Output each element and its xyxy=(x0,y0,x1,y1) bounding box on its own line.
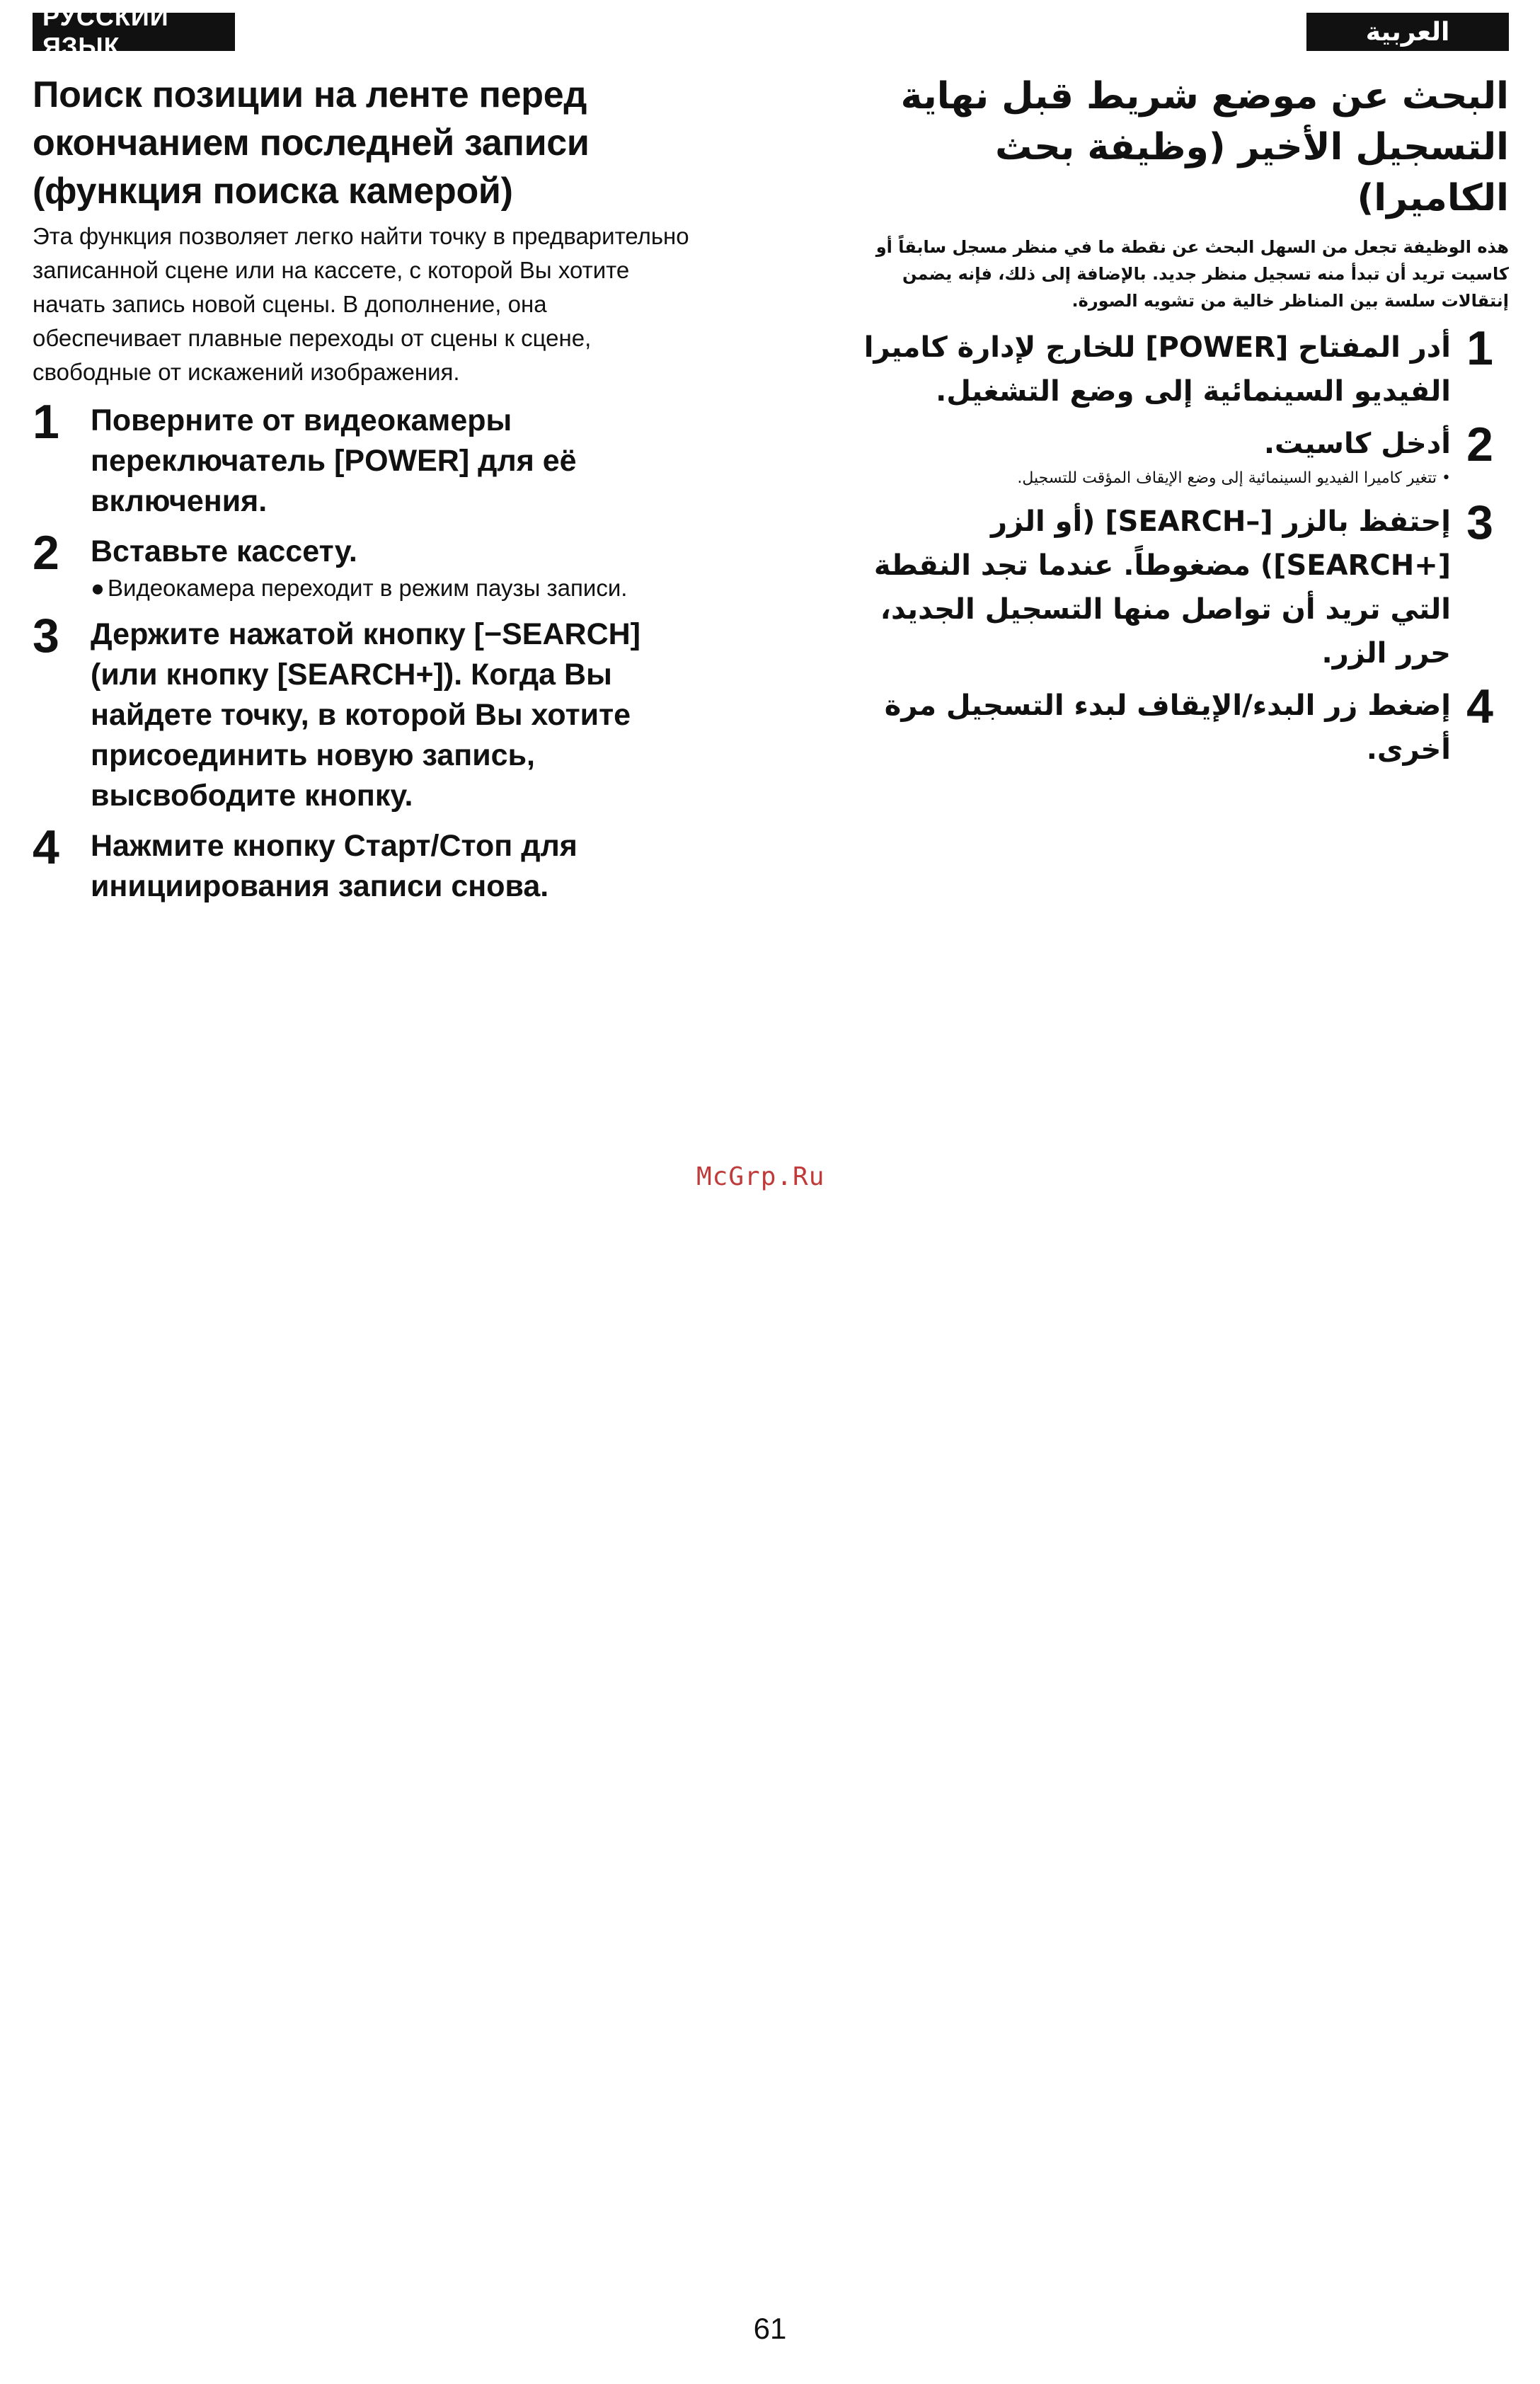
step-text: Держите нажатой кнопку [−SEARCH] (или кнопку [SEARCH+]). Когда Вы найдете точку, в которой Вы хотите присоединить новую запись, высвободите кнопку. xyxy=(91,617,641,813)
russian-step-1 xyxy=(33,395,698,522)
russian-column xyxy=(33,71,698,915)
step-number: 4 xyxy=(1466,680,1493,733)
step-note xyxy=(91,572,698,604)
arabic-column xyxy=(835,71,1509,780)
russian-step-2 xyxy=(33,526,698,604)
language-tab-arabic: العربية xyxy=(1306,13,1509,51)
bullet-icon: ● xyxy=(91,575,105,601)
watermark-text: McGrp.Ru xyxy=(696,1162,825,1191)
arabic-intro-paragraph: هذه الوظيفة تجعل من السهل البحث عن نقطة ما في منظر مسجل سابقاً أو كاسيت تريد أن تبدأ منه تسجيل منظر جديد. بالإضافة إلى ذلك، فإنه يضمن إنتقالات سلسة بين المناظر خالية من تشويه الصورة. xyxy=(875,237,1509,311)
russian-steps-list xyxy=(33,395,698,907)
russian-intro-paragraph: Эта функция позволяет легко найти точку в предварительно записанной сцене или на кассете, с которой Вы хотите начать запись новой сцены. В дополнение, она обеспечивает плавные переходы от сцены к сцене, свободные от искажений изображения. xyxy=(33,223,689,385)
russian-section-title: Поиск позиции на ленте перед окончанием последней записи (функция поиска камерой) xyxy=(33,74,590,212)
step-note-text: Видеокамера переходит в режим паузы записи. xyxy=(108,575,628,601)
bullet-icon: • xyxy=(1442,469,1451,487)
step-number: 1 xyxy=(33,395,59,449)
russian-step-3 xyxy=(33,609,698,816)
step-text: Вставьте кассету. xyxy=(91,534,357,568)
step-note-text: تتغير كاميرا الفيديو السينمائية إلى وضع الإيقاف المؤقت للتسجيل. xyxy=(1017,469,1437,487)
step-number: 3 xyxy=(1466,495,1493,549)
arabic-step-3 xyxy=(835,495,1509,675)
arabic-steps-list xyxy=(835,321,1509,772)
step-text: Поверните от видеокамеры переключатель [POWER] для её включения. xyxy=(91,403,577,518)
arabic-step-4 xyxy=(835,680,1509,772)
page-number: 61 xyxy=(753,2312,787,2345)
step-number: 3 xyxy=(33,609,59,663)
language-tab-russian: РУССКИЙ ЯЗЫК xyxy=(33,13,235,51)
step-number: 2 xyxy=(33,526,59,580)
russian-step-4 xyxy=(33,820,698,907)
step-number: 1 xyxy=(1466,321,1493,375)
step-number: 2 xyxy=(1466,418,1493,471)
step-text: أدر المفتاح [POWER] للخارج لإدارة كاميرا الفيديو السينمائية إلى وضع التشغيل. xyxy=(863,331,1451,408)
arabic-step-2 xyxy=(835,418,1509,491)
step-note xyxy=(835,466,1451,491)
step-text: إضغط زر البدء/الإيقاف لبدء التسجيل مرة أخرى. xyxy=(884,689,1451,766)
step-number: 4 xyxy=(33,820,59,874)
arabic-section-title: البحث عن موضع شريط قبل نهاية التسجيل الأخير (وظيفة بحث الكاميرا) xyxy=(900,75,1509,219)
arabic-step-1 xyxy=(835,321,1509,413)
step-text: أدخل كاسيت. xyxy=(1263,428,1451,460)
step-text: إحتفظ بالزر [–SEARCH] (أو الزر [+SEARCH]) مضغوطاً. عندما تجد النقطة التي تريد أن تواصل منها التسجيل الجديد، حرر الزر. xyxy=(873,505,1451,670)
step-text: Нажмите кнопку Старт/Стоп для инициирования записи снова. xyxy=(91,829,578,903)
